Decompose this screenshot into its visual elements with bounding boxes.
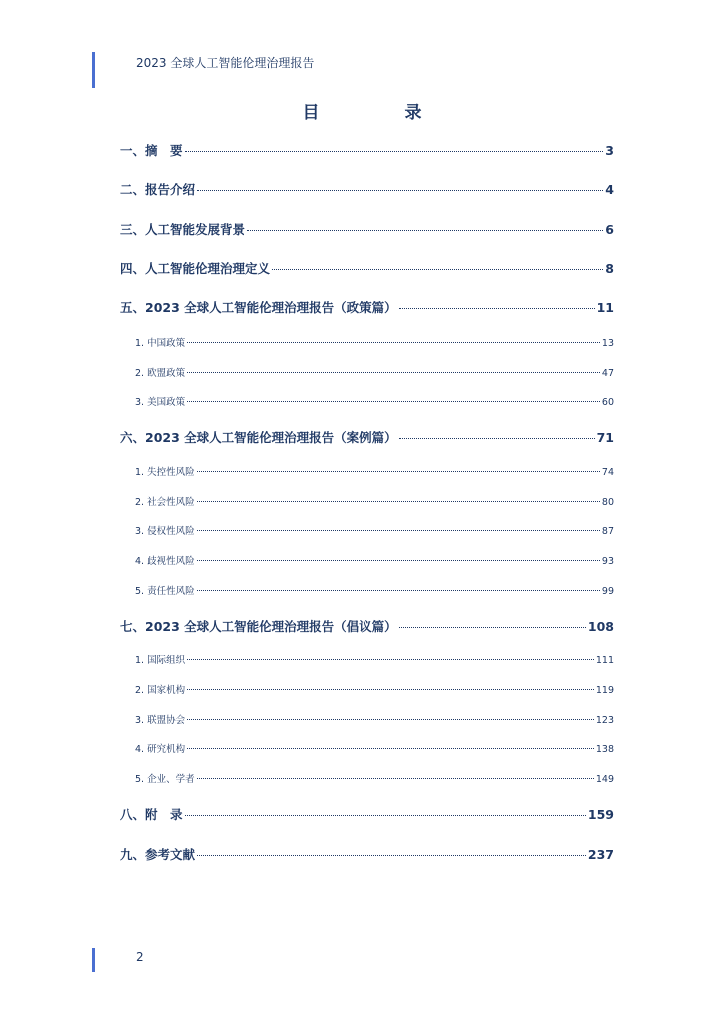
toc-entry[interactable] (120, 220, 614, 238)
toc-entry-page: 93 (601, 556, 614, 567)
toc-entry-page: 13 (601, 338, 614, 349)
toc-entry-label: 一、摘 要 (120, 143, 183, 158)
toc-leader-dots (187, 372, 600, 373)
toc-entry-label: 2. 欧盟政策 (135, 368, 186, 379)
toc-entry-label: 5. 企业、学者 (135, 774, 195, 785)
toc-entry-label: 2. 社会性风险 (135, 497, 195, 508)
toc-entry-label: 三、人工智能发展背景 (120, 222, 246, 237)
toc-entry-page: 71 (596, 430, 614, 445)
toc-leader-dots (197, 471, 600, 472)
toc-entry-label: 六、2023 全球人工智能伦理治理报告（案例篇） (120, 430, 397, 445)
toc-leader-dots (187, 659, 594, 660)
toc-entry[interactable] (120, 141, 614, 159)
toc-entry-page: 47 (601, 368, 614, 379)
toc-entry[interactable] (120, 180, 614, 198)
toc-entry-label: 五、2023 全球人工智能伦理治理报告（政策篇） (120, 300, 397, 315)
header-accent-bar (92, 52, 95, 88)
toc-entry-page: 4 (605, 182, 614, 197)
toc-entry-page: 87 (601, 526, 614, 537)
toc-subentry[interactable] (120, 583, 614, 597)
toc-leader-dots (197, 190, 603, 191)
toc-subentry[interactable] (120, 553, 614, 567)
toc-subentry[interactable] (120, 365, 614, 379)
toc-entry-label: 2. 国家机构 (135, 685, 186, 696)
toc-entry[interactable] (120, 617, 614, 635)
toc-entry[interactable] (120, 298, 614, 316)
toc-leader-dots (187, 689, 594, 690)
toc-leader-dots (197, 530, 600, 531)
toc-subentry[interactable] (120, 652, 614, 666)
toc-subentry[interactable] (120, 464, 614, 478)
toc-subentry[interactable] (120, 494, 614, 508)
toc-leader-dots (187, 719, 594, 720)
header-title: 2023 全球人工智能伦理治理报告 (136, 56, 315, 70)
toc-subentry[interactable] (120, 682, 614, 696)
toc-entry[interactable] (120, 259, 614, 277)
toc-leader-dots (197, 855, 586, 856)
toc-subentry[interactable] (120, 712, 614, 726)
toc-entry-label: 七、2023 全球人工智能伦理治理报告（倡议篇） (120, 619, 397, 634)
toc-entry-label: 3. 美国政策 (135, 397, 186, 408)
toc-entry-label: 八、附 录 (120, 807, 183, 822)
toc-subentry[interactable] (120, 771, 614, 785)
page-number: 2 (136, 950, 144, 964)
toc-entry-page: 237 (587, 847, 614, 862)
toc-entry-label: 1. 中国政策 (135, 338, 186, 349)
toc-subentry[interactable] (120, 335, 614, 349)
toc-entry-label: 4. 歧视性风险 (135, 556, 195, 567)
toc-entry-page: 3 (605, 143, 614, 158)
toc-entry-label: 1. 失控性风险 (135, 467, 195, 478)
toc-title: 目 录 (302, 103, 456, 123)
toc-entry-page: 149 (595, 774, 614, 785)
toc-leader-dots (187, 401, 600, 402)
toc-entry-label: 1. 国际组织 (135, 655, 186, 666)
toc-leader-dots (185, 151, 604, 152)
toc-leader-dots (272, 269, 603, 270)
toc-entry-page: 8 (605, 261, 614, 276)
toc-entry-page: 80 (601, 497, 614, 508)
toc-entry-label: 3. 侵权性风险 (135, 526, 195, 537)
toc-entry-page: 159 (587, 807, 614, 822)
toc-entry-page: 138 (595, 744, 614, 755)
toc-leader-dots (399, 308, 595, 309)
toc-entry-label: 5. 责任性风险 (135, 586, 195, 597)
toc-entry-label: 4. 研究机构 (135, 744, 186, 755)
toc-entry-page: 119 (595, 685, 614, 696)
toc-entry-page: 60 (601, 397, 614, 408)
toc-entry-label: 二、报告介绍 (120, 182, 196, 197)
toc-leader-dots (185, 815, 586, 816)
toc-leader-dots (399, 438, 595, 439)
toc-entry-page: 108 (587, 619, 614, 634)
toc-entry-page: 123 (595, 715, 614, 726)
toc-leader-dots (399, 627, 586, 628)
toc-leader-dots (187, 342, 600, 343)
toc-leader-dots (187, 748, 594, 749)
toc-leader-dots (247, 230, 603, 231)
toc-entry-page: 74 (601, 467, 614, 478)
toc-entry-page: 111 (595, 655, 614, 666)
toc-subentry[interactable] (120, 741, 614, 755)
toc-leader-dots (197, 560, 600, 561)
toc-entry-page: 6 (605, 222, 614, 237)
toc-entry-label: 九、参考文献 (120, 847, 196, 862)
toc-entry[interactable] (120, 845, 614, 863)
toc-entry[interactable] (120, 805, 614, 823)
toc-entry[interactable] (120, 428, 614, 446)
toc-leader-dots (197, 778, 594, 779)
toc-leader-dots (197, 590, 600, 591)
toc-entry-label: 3. 联盟协会 (135, 715, 186, 726)
toc-entry-page: 11 (596, 300, 614, 315)
toc-entry-label: 四、人工智能伦理治理定义 (120, 261, 271, 276)
toc-leader-dots (197, 501, 600, 502)
toc-entry-page: 99 (601, 586, 614, 597)
toc-subentry[interactable] (120, 523, 614, 537)
footer-accent-bar (92, 948, 95, 972)
toc-subentry[interactable] (120, 394, 614, 408)
